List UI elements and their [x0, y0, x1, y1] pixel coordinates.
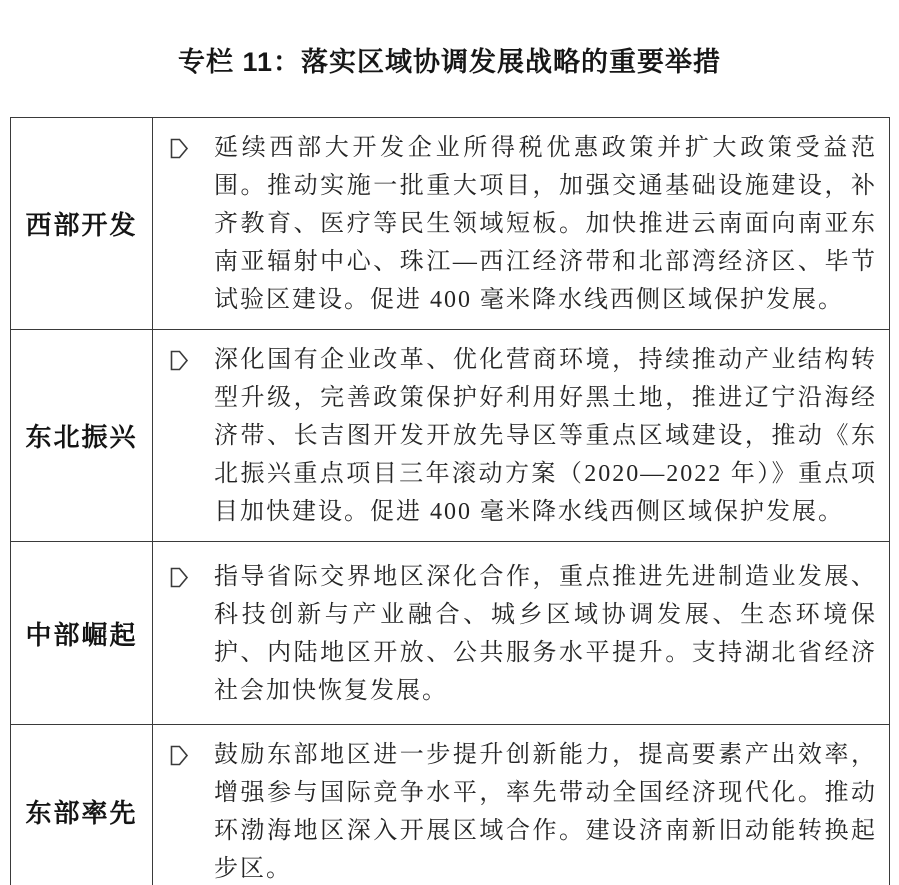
table-row — [11, 330, 890, 542]
measure-text: 指导省际交界地区深化合作，重点推进先进制造业发展、科技创新与产业融合、城乡区域协调发展、生态环境保护、内陆地区开放、公共服务水平提升。支持湖北省经济社会加快恢复发展。 — [214, 563, 877, 704]
table-row — [11, 542, 890, 725]
region-label-cell — [11, 330, 153, 542]
measure-cell — [153, 725, 890, 885]
region-label: 西部开发 — [25, 210, 138, 240]
pentagon-arrow-right-icon — [169, 349, 190, 372]
measure-cell — [153, 118, 890, 330]
region-label-cell — [11, 542, 153, 725]
region-label-cell — [11, 725, 153, 885]
measure-cell — [153, 542, 890, 725]
measure-cell — [153, 330, 890, 542]
measure-text: 鼓励东部地区进一步提升创新能力，提高要素产出效率，增强参与国际竞争水平，率先带动全国经济现代化。推动环渤海地区深入开展区域合作。建设济南新旧动能转换起步区。 — [214, 742, 877, 882]
pentagon-arrow-right-icon — [169, 137, 190, 160]
region-label-cell — [11, 118, 153, 330]
page-title: 专栏 11：落实区域协调发展战略的重要举措 — [177, 47, 722, 77]
pentagon-arrow-right-icon — [169, 744, 190, 767]
table-row — [11, 118, 890, 330]
region-label: 东部率先 — [25, 798, 138, 828]
measures-table — [10, 117, 890, 885]
pentagon-arrow-right-icon — [169, 566, 190, 589]
region-label: 中部崛起 — [25, 619, 138, 650]
measure-text: 深化国有企业改革、优化营商环境，持续推动产业结构转型升级，完善政策保护好利用好黑土地，推进辽宁沿海经济带、长吉图开发开放先导区等重点区域建设，推动《东北振兴重点项目三年滚动方案（2020—2022 年）》重点项目加快建设。促进 400 毫米降水线西侧区域保护发展。 — [214, 347, 877, 525]
table-row — [11, 725, 890, 885]
measure-text: 延续西部大开发企业所得税优惠政策并扩大政策受益范围。推动实施一批重大项目，加强交通基础设施建设，补齐教育、医疗等民生领域短板。加快推进云南面向南亚东南亚辐射中心、珠江—西江经济带和北部湾经济区、毕节试验区建设。促进 400 毫米降水线西侧区域保护发展。 — [214, 135, 877, 313]
region-label: 东北振兴 — [25, 422, 138, 452]
